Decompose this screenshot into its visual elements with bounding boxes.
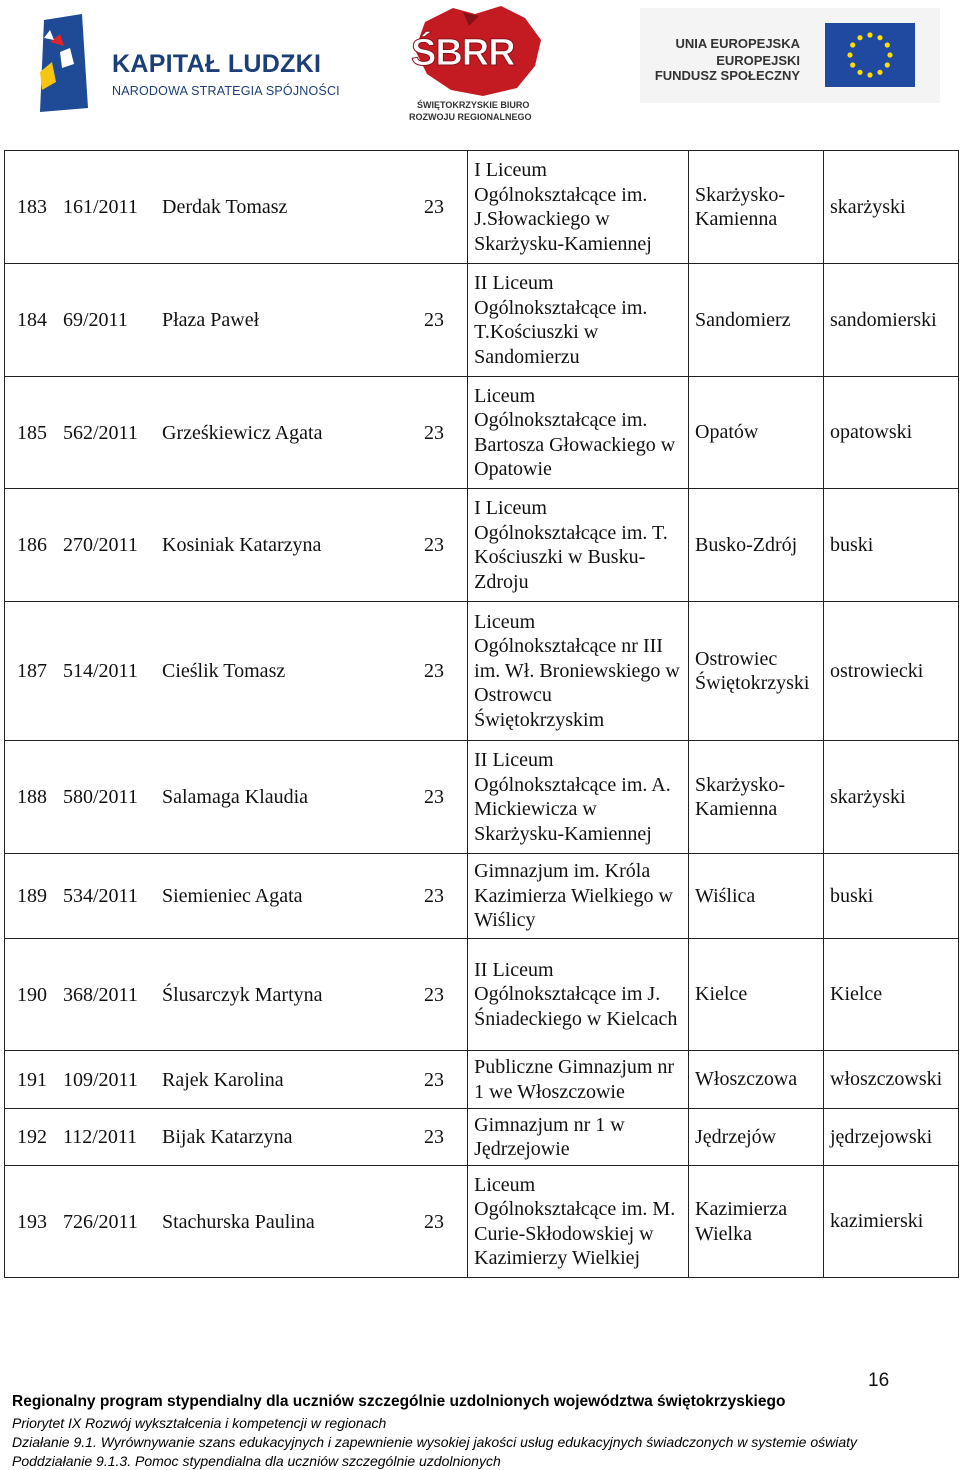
student-name: Cieślik Tomasz [162,659,286,682]
student-cell [5,602,468,741]
town: Skarżysko-Kamienna [689,741,824,854]
county: skarżyski [824,151,959,264]
kapital-ludzki-title: KAPITAŁ LUDZKI [112,50,322,78]
table-row [5,377,959,489]
footer-priority: Priorytet IX Rozwój wykształcenia i kompetencji w regionach [12,1415,387,1431]
application-id: 534/2011 [63,884,138,907]
school-name: I Liceum Ogólnokształcące im. J.Słowackiego w Skarżysku-Kamiennej [468,151,689,264]
town: Kazimierza Wielka [689,1166,824,1278]
eu-logo [640,8,940,103]
county: ostrowiecki [824,602,959,741]
table-row [5,741,959,854]
table-row [5,489,959,602]
application-id: 112/2011 [63,1125,138,1148]
county: jędrzejowski [824,1109,959,1166]
town: Wiślica [689,854,824,939]
kapital-ludzki-emblem-icon [30,12,110,112]
table-row [5,602,959,741]
application-id: 580/2011 [63,785,138,808]
row-number: 183 [17,195,47,218]
row-number: 190 [17,983,47,1006]
row-number: 185 [17,421,47,444]
county: skarżyski [824,741,959,854]
eu-flag-icon [825,23,915,87]
student-cell [5,939,468,1051]
student-name: Salamaga Klaudia [162,785,309,808]
student-cell [5,151,468,264]
student-cell [5,489,468,602]
student-name: Derdak Tomasz [162,195,288,218]
town: Kielce [689,939,824,1051]
school-name: II Liceum Ogólnokształcące im. T.Kościuszki w Sandomierzu [468,264,689,377]
student-cell [5,264,468,377]
school-name: Gimnazjum nr 1 w Jędrzejowie [468,1109,689,1166]
table-row [5,1166,959,1278]
application-id: 562/2011 [63,421,138,444]
row-number: 192 [17,1125,47,1148]
row-number: 186 [17,533,47,556]
points: 23 [424,308,444,331]
student-name: Grześkiewicz Agata [162,421,323,444]
student-name: Kosiniak Katarzyna [162,533,322,556]
county: buski [824,489,959,602]
school-name: Publiczne Gimnazjum nr 1 we Włoszczowie [468,1051,689,1109]
town: Skarżysko-Kamienna [689,151,824,264]
kapital-ludzki-logo [30,12,350,112]
table-row [5,1051,959,1109]
town: Opatów [689,377,824,489]
application-id: 514/2011 [63,659,138,682]
town: Jędrzejów [689,1109,824,1166]
application-id: 161/2011 [63,195,138,218]
eu-name-line-1: UNIA EUROPEJSKA [675,36,800,51]
footer-program: Regionalny program stypendialny dla uczniów szczególnie uzdolnionych województwa świętokrzyskiego [12,1393,786,1410]
school-name: Liceum Ogólnokształcące im. M. Curie-Skłodowskiej w Kazimierzy Wielkiej [468,1166,689,1278]
school-name: II Liceum Ogólnokształcące im. A. Mickiewicza w Skarżysku-Kamiennej [468,741,689,854]
points: 23 [424,659,444,682]
row-number: 193 [17,1210,47,1233]
school-name: Liceum Ogólnokształcące nr III im. Wł. Broniewskiego w Ostrowcu Świętokrzyskim [468,602,689,741]
application-id: 69/2011 [63,308,128,331]
town: Włoszczowa [689,1051,824,1109]
eu-name-line-3: FUNDUSZ SPOŁECZNY [654,68,800,83]
town: Ostrowiec Świętokrzyski [689,602,824,741]
town: Sandomierz [689,264,824,377]
table-row [5,151,959,264]
student-name: Stachurska Paulina [162,1210,315,1233]
points: 23 [424,1125,444,1148]
student-cell [5,377,468,489]
student-name: Płaza Paweł [162,308,260,331]
row-number: 191 [17,1068,47,1091]
county: opatowski [824,377,959,489]
table-row [5,264,959,377]
points: 23 [424,884,444,907]
application-id: 109/2011 [63,1068,138,1091]
row-number: 184 [17,308,47,331]
school-name: Gimnazjum im. Króla Kazimierza Wielkiego w Wiślicy [468,854,689,939]
points: 23 [424,195,444,218]
page-number: 16 [868,1370,890,1391]
sbrr-name-line-1: ŚWIĘTOKRZYSKIE BIURO [417,100,530,110]
points: 23 [424,1210,444,1233]
row-number: 188 [17,785,47,808]
student-cell [5,1166,468,1278]
county: włoszczowski [824,1051,959,1109]
student-cell [5,1051,468,1109]
school-name: I Liceum Ogólnokształcące im. T. Kościuszki w Busku-Zdroju [468,489,689,602]
application-id: 726/2011 [63,1210,138,1233]
footer-action: Działanie 9.1. Wyrównywanie szans edukacyjnych i zapewnienie wysokiej jakości usług edukacyjnych świadczonych w systemie oświaty [12,1434,858,1450]
county: Kielce [824,939,959,1051]
county: buski [824,854,959,939]
points: 23 [424,421,444,444]
student-name: Ślusarczyk Martyna [162,983,323,1006]
county: kazimierski [824,1166,959,1278]
footer-subaction: Poddziałanie 9.1.3. Pomoc stypendialna dla uczniów szczególnie uzdolnionych [12,1453,501,1469]
student-name: Siemieniec Agata [162,884,303,907]
points: 23 [424,983,444,1006]
town: Busko-Zdrój [689,489,824,602]
sbrr-abbreviation: ŚBRR [411,32,515,74]
table-row [5,939,959,1051]
eu-name-line-2: EUROPEJSKI [716,53,800,68]
student-cell [5,1109,468,1166]
student-name: Rajek Karolina [162,1068,284,1091]
application-id: 270/2011 [63,533,138,556]
points: 23 [424,785,444,808]
row-number: 189 [17,884,47,907]
student-name: Bijak Katarzyna [162,1125,293,1148]
scholarship-table [4,150,959,1278]
points: 23 [424,1068,444,1091]
kapital-ludzki-subtitle: NARODOWA STRATEGIA SPÓJNOŚCI [112,84,340,98]
row-number: 187 [17,659,47,682]
table-row [5,854,959,939]
sbrr-logo [405,4,555,122]
school-name: II Liceum Ogólnokształcące im J. Śniadeckiego w Kielcach [468,939,689,1051]
table-body [5,151,959,1278]
sbrr-name-line-2: ROZWOJU REGIONALNEGO [409,112,532,122]
application-id: 368/2011 [63,983,138,1006]
county: sandomierski [824,264,959,377]
table-row [5,1109,959,1166]
points: 23 [424,533,444,556]
school-name: Liceum Ogólnokształcące im. Bartosza Głowackiego w Opatowie [468,377,689,489]
student-cell [5,741,468,854]
student-cell [5,854,468,939]
